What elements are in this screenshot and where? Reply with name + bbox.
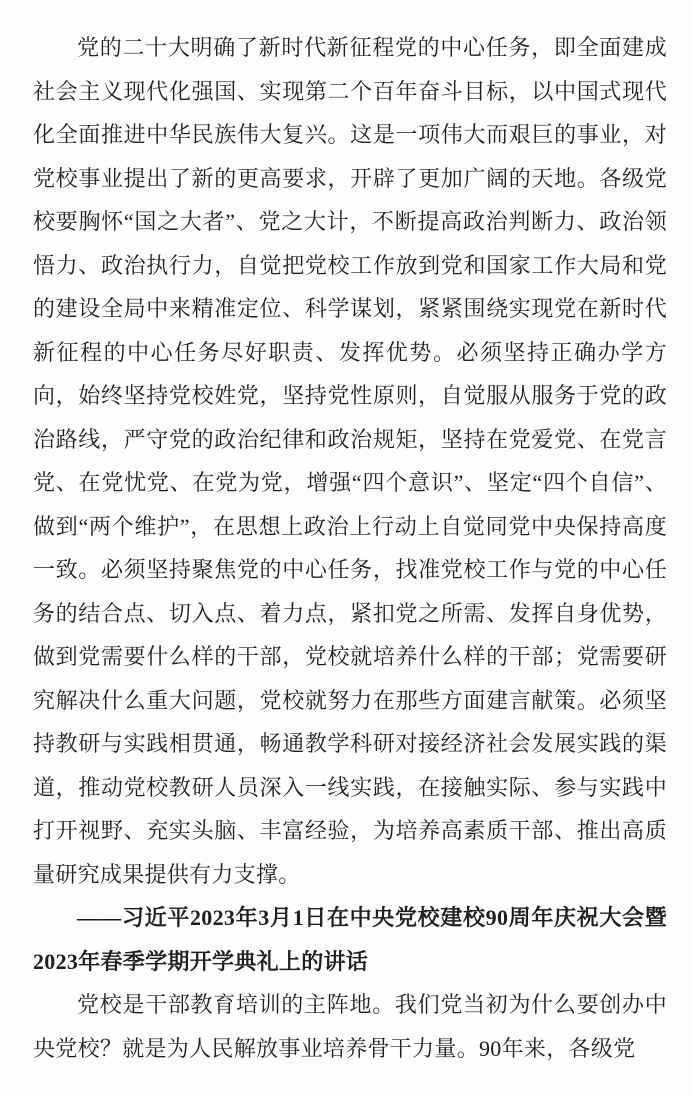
attribution-paragraph: ——习近平2023年3月1日在中央党校建校90周年庆祝大会暨2023年春季学期开学典礼上的讲话: [33, 905, 667, 974]
body-paragraph-2: 党校是干部教育培训的主阵地。我们党当初为什么要创办中央党校？就是为人民解放事业培养骨干力量。90年来，各级党: [33, 992, 667, 1061]
body-paragraph-1: 党的二十大明确了新时代新征程党的中心任务，即全面建成社会主义现代化强国、实现第二个百年奋斗目标，以中国式现代化全面推进中华民族伟大复兴。这是一项伟大而艰巨的事业，对党校事业提出了新的更高要求，开辟了更加广阔的天地。各级党校要胸怀“国之大者”、党之大计，不断提高政治判断力、政治领悟力、政治执行力，自觉把党校工作放到党和国家工作大局和党的建设全局中来精准定位、科学谋划，紧紧围绕实现党在新时代新征程的中心任务尽好职责、发挥优势。必须坚持正确办学方向，始终坚持党校姓党，坚持党性原则，自觉服从服务于党的政治路线，严守党的政治纪律和政治规矩，坚持在党爱党、在党言党、在党忧党、在党为党，增强“四个意识”、坚定“四个自信”、做到“两个维护”，在思想上政治上行动上自觉同党中央保持高度一致。必须坚持聚焦党的中心任务，找准党校工作与党的中心任务的结合点、切入点、着力点，紧扣党之所需、发挥自身优势，做到党需要什么样的干部，党校就培养什么样的干部；党需要研究解决什么重大问题，党校就努力在那些方面建言献策。必须坚持教研与实践相贯通，畅通教学科研对接经济社会发展实践的渠道，推动党校教研人员深入一线实践，在接触实际、参与实践中打开视野、充实头脑、丰富经验，为培养高素质干部、推出高质量研究成果提供有力支撑。: [33, 35, 667, 887]
